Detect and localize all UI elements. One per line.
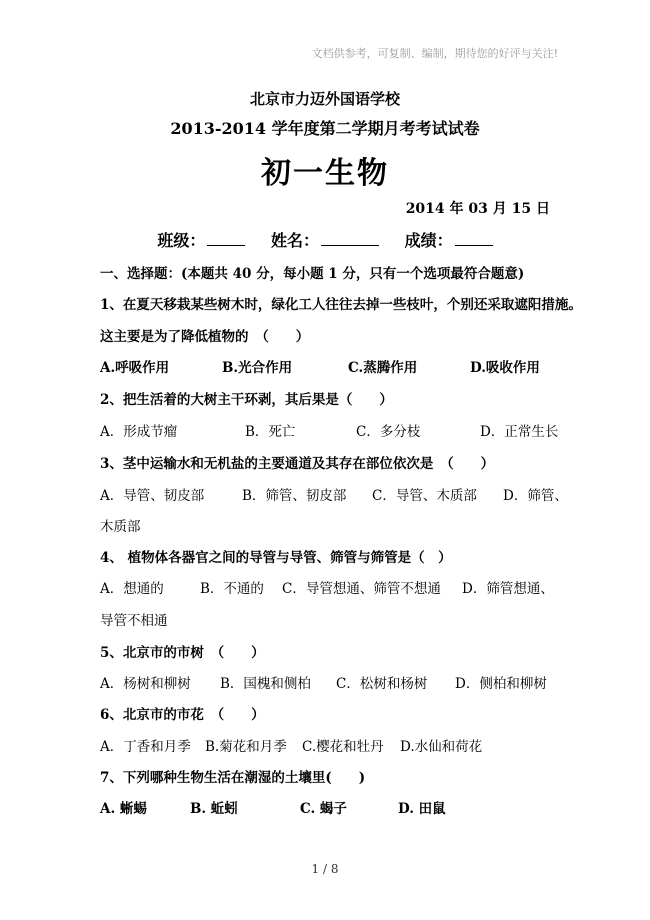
subject-title: 初一生物	[261, 156, 389, 191]
q1-option-b: B.光合作用	[222, 360, 293, 376]
q5-option-c: C．松树和杨树	[336, 676, 428, 692]
exam-date: 2014 年 03 月 15 日	[405, 201, 550, 217]
q4-option-a: A．想通的	[100, 581, 164, 597]
question-6-stem: 6、北京市的市花 （ ）	[100, 707, 265, 723]
watermark-text: 文档供参考，可复制、编制，期待您的好评与关注!	[311, 47, 558, 60]
q7-option-c: C. 蝎子	[300, 801, 347, 817]
q2-option-d: D．正常生长	[480, 424, 559, 440]
q7-option-a: A. 蜥蜴	[100, 801, 147, 817]
q7-option-b: B. 蚯蚓	[190, 801, 238, 817]
name-label: 姓名：	[270, 231, 319, 250]
exam-title: 2013-2014 学年度第二学期月考考试试卷	[170, 119, 480, 138]
score-label: 成绩：	[404, 231, 453, 250]
class-blank[interactable]	[207, 229, 245, 246]
q6-option-b: B.菊花和月季	[205, 739, 287, 755]
score-blank[interactable]	[455, 229, 493, 246]
q6-option-c: C.樱花和牡丹	[302, 739, 384, 755]
q6-option-d: D.水仙和荷花	[400, 739, 483, 755]
q4-option-b: B．不通的	[200, 581, 264, 597]
q3-continuation: 木质部	[100, 519, 141, 535]
q2-option-c: C．多分枝	[356, 424, 421, 440]
q3-option-b: B．筛管、韧皮部	[242, 488, 347, 504]
q4-option-c: C．导管想通、筛管不想通	[282, 581, 441, 597]
q1-option-c: C.蒸腾作用	[348, 360, 418, 376]
q4-option-d: D．筛管想通、	[462, 581, 554, 597]
question-5-stem: 5、北京市的市树 （ ）	[100, 645, 265, 661]
class-field	[157, 231, 245, 250]
name-field	[271, 231, 379, 250]
section-heading: 一、选择题：(本题共 40 分，每小题 1 分，只有一个选项最符合题意)	[100, 266, 525, 282]
score-field	[405, 231, 493, 250]
q2-option-a: A．形成节瘤	[100, 424, 178, 440]
question-2-stem: 2、把生活着的大树主干环剥，其后果是（ ）	[100, 392, 393, 408]
q5-option-a: A．杨树和柳树	[100, 676, 191, 692]
question-1-stem-line-2: 这主要是为了降低植物的 （ ）	[100, 329, 310, 345]
class-label: 班级：	[157, 231, 206, 250]
q3-option-d: D．筛管、	[503, 488, 568, 504]
name-blank[interactable]	[321, 229, 379, 246]
q6-option-a: A．丁香和月季	[100, 739, 191, 755]
q4-continuation: 导管不相通	[100, 613, 168, 629]
q3-option-c: C．导管、木质部	[372, 488, 477, 504]
q5-option-d: D．侧柏和柳树	[455, 676, 547, 692]
question-1-stem-line-1: 1、在夏天移栽某些树木时，绿化工人往往去掉一些枝叶，个别还采取遮阳措施。	[100, 297, 582, 313]
page-number: 1 / 8	[311, 862, 339, 876]
question-3-stem: 3、茎中运输水和无机盐的主要通道及其存在部位依次是 （ ）	[100, 456, 495, 472]
question-7-stem: 7、下列哪种生物生活在潮湿的土壤里( )	[100, 770, 366, 786]
q2-option-b: B．死亡	[245, 424, 296, 440]
q5-option-b: B．国槐和侧柏	[220, 676, 311, 692]
q1-option-a: A.呼吸作用	[100, 360, 170, 376]
student-info-row	[0, 228, 650, 251]
question-4-stem: 4、 植物体各器官之间的导管与导管、筛管与筛管是（ ）	[100, 550, 452, 566]
school-name: 北京市力迈外国语学校	[249, 90, 400, 108]
q7-option-d: D. 田鼠	[398, 801, 446, 817]
q1-option-d: D.吸收作用	[470, 360, 540, 376]
q3-option-a: A．导管、韧皮部	[100, 488, 205, 504]
